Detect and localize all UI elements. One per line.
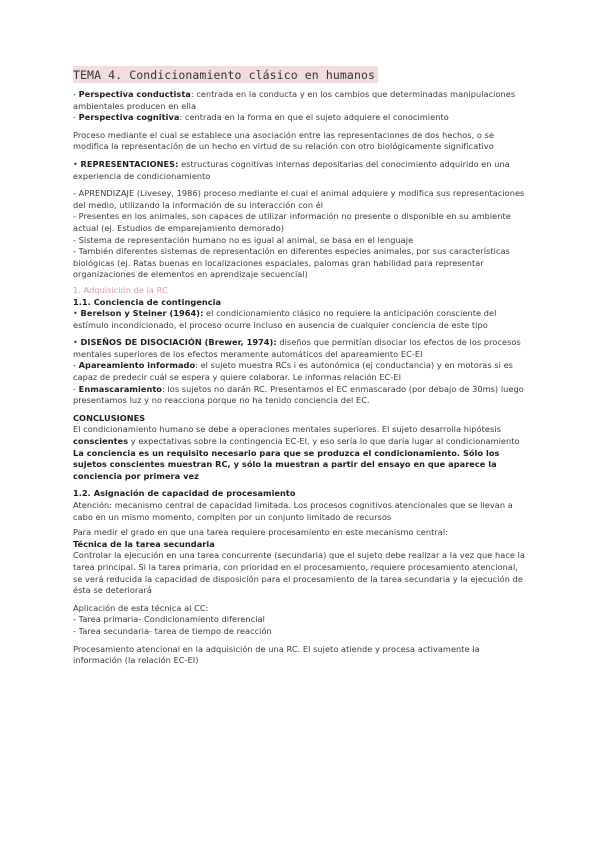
aplicacion-line: - Tarea secundaria- tarea de tiempo de reacción (73, 625, 272, 636)
section-heading-adquisicion: 1. Adquisición de la RC (73, 284, 168, 295)
tecnica-heading: Técnica de la tarea secundaria (73, 538, 215, 549)
subsection-heading-capacidad: 1.2. Asignación de capacidad de procesamiento (73, 488, 296, 499)
disenos-paragraph: • DISEÑOS DE DISOCIACIÓN (Brewer, 1974): diseños que permitían disociar los efectos de los procesos mentales superiores de los efectos meramente automáticos del apareamiento EC-EI (73, 337, 521, 359)
aprendizaje-line: - APRENDIZAJE (Livesey, 1986) proceso mediante el cual el animal adquiere y modifica sus representaciones del medio, utilizando la información de su interacción con él (73, 188, 525, 210)
procesamiento-paragraph: Procesamiento atencional en la adquisición de una RC. El sujeto atiende y procesa activamente la información (la relación EC-EI) (73, 643, 480, 666)
intro-line-cognitiva: - Perspectiva cognitiva: centrada en la forma en que el sujeto adquiere el conocimiento (73, 112, 449, 123)
aprendizaje-line: - Sistema de representación humano no es igual al animal, se basa en el lenguaje (73, 234, 414, 245)
page-title: TEMA 4. Condicionamiento clásico en humanos (73, 66, 378, 83)
aplicacion-line: - Tarea primaria- Condicionamiento diferencial (73, 614, 265, 625)
proceso-paragraph: Proceso mediante el cual se establece una asociación entre las representaciones de dos hechos, o se modifica la representación de un hecho en virtud de su relación con otro biológicamente significativo (73, 129, 495, 152)
intro-line-conductista: - Perspectiva conductista: centrada en la conducta y en los cambios que determinadas manipulaciones ambientales producen en ella (73, 89, 516, 111)
berelson-paragraph: • Berelson y Steiner (1964): el condicionamiento clásico no requiere la anticipación consciente del estímulo incondicionado, el proceso ocurre incluso en ausencia de cualquier conciencia de este tipo (73, 308, 497, 330)
aprendizaje-line: - También diferentes sistemas de representación en diferentes especies animales, por sus características biológicas (ej. Ratas buenas en localizaciones espaciales, palomas gran habilidad para representar organizaciones de elementos en aprendizaje secuencial) (73, 246, 510, 280)
aprendizaje-line: - Presentes en los animales, son capaces de utilizar información no presente o disponible en su ambiente actual (ej. Estudios de emparejamiento demorado) (73, 211, 511, 233)
subsection-heading-conciencia: 1.1. Conciencia de contingencia (73, 296, 222, 307)
medir-paragraph: Para medir el grado en que una tarea requiere procesamiento en este mecanismo central: (73, 527, 448, 538)
representaciones-paragraph: • REPRESENTACIONES: estructuras cognitivas internas depositarias del conocimiento adquirido en una experiencia de condicionamiento (73, 158, 510, 181)
conclusiones-bold-paragraph: La conciencia es un requisito necesario para que se produzca el condicionamiento. Sólo los sujetos conscientes muestran RC, y sólo la muestran a partir del ensayo en que aparece la conciencia por primera vez (73, 447, 500, 481)
tecnica-paragraph: Controlar la ejecución en una tarea concurrente (secundaria) que el sujeto debe realizar a la vez que hace la tarea principal. Si la tarea primaria, con prioridad en el procesamiento, requiere procesamiento atencional, se verá reducida la capacidad de disposición para el procesamiento de la tarea secundaria y la ejecución de ésta se deteriorará (73, 550, 525, 596)
conclusiones-paragraph: El condicionamiento humano se debe a operaciones mentales superiores. El sujeto desarrolla hipótesis conscientes y expectativas sobre la contingencia EC-EI, y eso sería lo que daría lugar al condicionamiento (73, 424, 520, 447)
conclusiones-heading: CONCLUSIONES (73, 412, 146, 423)
aplicacion-line: Aplicación de esta técnica al CC: (73, 602, 209, 613)
atencion-paragraph: Atención: mecanismo central de capacidad limitada. Los procesos cognitivos atencionales que se llevan a cabo en un mismo momento, compiten por un conjunto limitado de recursos (73, 500, 513, 522)
enmascaramiento-paragraph: - Enmascaramiento: los sujetos no darán RC. Presentamos el EC enmascarado (por debajo de 30ms) luego presentamos luz y no reacciona porque no ha tenido conciencia del EC. (73, 383, 524, 406)
apareamiento-paragraph: - Apareamiento informado: el sujeto muestra RCs i es autonómica (ej conductancia) y en motoras si es capaz de predecir cuál se espera y quiere colaborar. Le informas relación EC-EI (73, 360, 513, 383)
